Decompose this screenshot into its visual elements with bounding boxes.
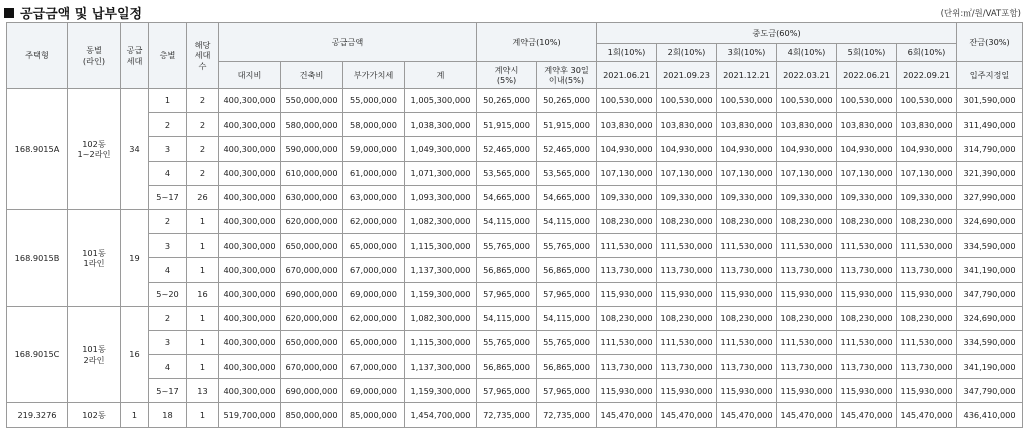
cell-interim-2: 113,730,000 [657, 355, 717, 379]
cell-interim-5: 100,530,000 [837, 89, 897, 113]
cell-interim-3: 109,330,000 [717, 185, 777, 209]
cell-vat: 55,000,000 [343, 89, 405, 113]
cell-total: 1,093,300,000 [405, 185, 477, 209]
table-row [7, 185, 1023, 209]
cell-vat: 67,000,000 [343, 258, 405, 282]
cell-vat: 65,000,000 [343, 330, 405, 354]
cell-interim-2: 108,230,000 [657, 209, 717, 233]
cell-interim-4: 109,330,000 [777, 185, 837, 209]
cell-interim-5: 145,470,000 [837, 403, 897, 427]
cell-interim-2: 115,930,000 [657, 282, 717, 306]
cell-total: 1,049,300,000 [405, 137, 477, 161]
cell-type: 168.9015C [7, 306, 68, 403]
header-dong-line: 동별 (라인) [68, 23, 121, 89]
header-interim-date-4: 2022.03.21 [777, 62, 837, 89]
cell-total: 1,115,300,000 [405, 234, 477, 258]
cell-interim-2: 113,730,000 [657, 258, 717, 282]
cell-interim-5: 108,230,000 [837, 209, 897, 233]
cell-floor: 18 [149, 403, 187, 427]
cell-deposit-at-contract: 56,865,000 [477, 355, 537, 379]
cell-interim-6: 115,930,000 [897, 282, 957, 306]
cell-interim-5: 115,930,000 [837, 379, 897, 403]
cell-deposit-at-contract: 55,765,000 [477, 234, 537, 258]
cell-floor: 1 [149, 89, 187, 113]
cell-unit-count: 26 [187, 185, 219, 209]
cell-interim-4: 145,470,000 [777, 403, 837, 427]
cell-deposit-at-contract: 54,115,000 [477, 306, 537, 330]
cell-interim-2: 104,930,000 [657, 137, 717, 161]
cell-floor: 4 [149, 161, 187, 185]
cell-interim-3: 111,530,000 [717, 234, 777, 258]
cell-floor: 5~20 [149, 282, 187, 306]
cell-deposit-after-30days: 55,765,000 [537, 330, 597, 354]
cell-total: 1,071,300,000 [405, 161, 477, 185]
cell-interim-5: 115,930,000 [837, 282, 897, 306]
cell-interim-3: 111,530,000 [717, 330, 777, 354]
cell-balance: 341,190,000 [957, 355, 1023, 379]
cell-interim-1: 108,230,000 [597, 209, 657, 233]
header-vat: 부가가치세 [343, 62, 405, 89]
title-row [0, 0, 1027, 22]
header-deposit-at-contract: 계약시 (5%) [477, 62, 537, 89]
cell-interim-1: 109,330,000 [597, 185, 657, 209]
cell-interim-2: 111,530,000 [657, 234, 717, 258]
header-interim-round-4: 4회(10%) [777, 44, 837, 62]
cell-interim-3: 100,530,000 [717, 89, 777, 113]
cell-interim-6: 111,530,000 [897, 234, 957, 258]
cell-interim-6: 113,730,000 [897, 355, 957, 379]
cell-type: 219.3276 [7, 403, 68, 427]
cell-floor: 5~17 [149, 185, 187, 209]
bullet-square-icon [4, 8, 14, 18]
cell-interim-1: 107,130,000 [597, 161, 657, 185]
table-row [7, 137, 1023, 161]
cell-floor: 2 [149, 306, 187, 330]
cell-land: 400,300,000 [219, 209, 281, 233]
cell-balance: 301,590,000 [957, 89, 1023, 113]
cell-interim-1: 145,470,000 [597, 403, 657, 427]
cell-unit-count: 1 [187, 234, 219, 258]
cell-deposit-after-30days: 57,965,000 [537, 379, 597, 403]
cell-deposit-at-contract: 50,265,000 [477, 89, 537, 113]
cell-balance: 436,410,000 [957, 403, 1023, 427]
cell-supply-units: 16 [121, 306, 149, 403]
cell-balance: 334,590,000 [957, 330, 1023, 354]
cell-interim-4: 111,530,000 [777, 330, 837, 354]
cell-land: 400,300,000 [219, 161, 281, 185]
cell-deposit-at-contract: 72,735,000 [477, 403, 537, 427]
cell-balance: 347,790,000 [957, 282, 1023, 306]
cell-land: 400,300,000 [219, 258, 281, 282]
cell-vat: 69,000,000 [343, 282, 405, 306]
cell-interim-6: 103,830,000 [897, 113, 957, 137]
price-schedule-table [6, 22, 1023, 428]
header-interim-date-2: 2021.09.23 [657, 62, 717, 89]
cell-balance: 324,690,000 [957, 209, 1023, 233]
cell-land: 400,300,000 [219, 89, 281, 113]
cell-balance: 334,590,000 [957, 234, 1023, 258]
cell-interim-3: 108,230,000 [717, 306, 777, 330]
cell-interim-4: 103,830,000 [777, 113, 837, 137]
cell-interim-2: 107,130,000 [657, 161, 717, 185]
cell-unit-count: 16 [187, 282, 219, 306]
cell-interim-5: 108,230,000 [837, 306, 897, 330]
cell-interim-3: 113,730,000 [717, 355, 777, 379]
cell-dong-line: 101동 1라인 [68, 209, 121, 306]
cell-floor: 4 [149, 355, 187, 379]
cell-interim-6: 108,230,000 [897, 209, 957, 233]
cell-total: 1,159,300,000 [405, 282, 477, 306]
cell-deposit-after-30days: 54,665,000 [537, 185, 597, 209]
cell-floor: 4 [149, 258, 187, 282]
cell-deposit-at-contract: 56,865,000 [477, 258, 537, 282]
cell-interim-3: 145,470,000 [717, 403, 777, 427]
header-balance: 잔금(30%) [957, 23, 1023, 62]
table-row [7, 330, 1023, 354]
cell-vat: 62,000,000 [343, 209, 405, 233]
cell-building: 670,000,000 [281, 355, 343, 379]
table-row [7, 258, 1023, 282]
cell-deposit-at-contract: 57,965,000 [477, 379, 537, 403]
cell-deposit-after-30days: 50,265,000 [537, 89, 597, 113]
cell-unit-count: 1 [187, 330, 219, 354]
cell-land: 400,300,000 [219, 137, 281, 161]
header-interim-round-6: 6회(10%) [897, 44, 957, 62]
cell-unit-count: 2 [187, 161, 219, 185]
cell-land: 400,300,000 [219, 355, 281, 379]
cell-interim-4: 100,530,000 [777, 89, 837, 113]
cell-total: 1,005,300,000 [405, 89, 477, 113]
cell-vat: 63,000,000 [343, 185, 405, 209]
cell-building: 690,000,000 [281, 379, 343, 403]
table-body [7, 89, 1023, 428]
table-row [7, 161, 1023, 185]
cell-total: 1,137,300,000 [405, 258, 477, 282]
cell-building: 650,000,000 [281, 330, 343, 354]
header-interim-round-3: 3회(10%) [717, 44, 777, 62]
cell-deposit-at-contract: 52,465,000 [477, 137, 537, 161]
header-total: 계 [405, 62, 477, 89]
cell-supply-units: 34 [121, 89, 149, 210]
cell-land: 400,300,000 [219, 379, 281, 403]
header-interim: 중도금(60%) [597, 23, 957, 44]
header-interim-date-1: 2021.06.21 [597, 62, 657, 89]
cell-vat: 61,000,000 [343, 161, 405, 185]
header-building: 건축비 [281, 62, 343, 89]
cell-interim-1: 113,730,000 [597, 258, 657, 282]
table-row [7, 282, 1023, 306]
cell-deposit-after-30days: 56,865,000 [537, 258, 597, 282]
cell-interim-1: 115,930,000 [597, 282, 657, 306]
cell-unit-count: 1 [187, 403, 219, 427]
header-land: 대지비 [219, 62, 281, 89]
cell-interim-2: 103,830,000 [657, 113, 717, 137]
cell-building: 550,000,000 [281, 89, 343, 113]
cell-deposit-after-30days: 51,915,000 [537, 113, 597, 137]
cell-total: 1,159,300,000 [405, 379, 477, 403]
cell-deposit-after-30days: 56,865,000 [537, 355, 597, 379]
cell-interim-5: 111,530,000 [837, 234, 897, 258]
cell-interim-5: 113,730,000 [837, 258, 897, 282]
cell-deposit-after-30days: 52,465,000 [537, 137, 597, 161]
cell-interim-6: 104,930,000 [897, 137, 957, 161]
cell-total: 1,082,300,000 [405, 306, 477, 330]
cell-interim-6: 109,330,000 [897, 185, 957, 209]
cell-dong-line: 101동 2라인 [68, 306, 121, 403]
cell-total: 1,038,300,000 [405, 113, 477, 137]
table-row [7, 379, 1023, 403]
cell-building: 590,000,000 [281, 137, 343, 161]
cell-interim-4: 104,930,000 [777, 137, 837, 161]
cell-deposit-at-contract: 53,565,000 [477, 161, 537, 185]
cell-balance: 341,190,000 [957, 258, 1023, 282]
title-text: 공급금액 및 납부일정 [20, 7, 143, 22]
cell-building: 850,000,000 [281, 403, 343, 427]
cell-interim-1: 103,830,000 [597, 113, 657, 137]
cell-building: 630,000,000 [281, 185, 343, 209]
cell-interim-4: 108,230,000 [777, 209, 837, 233]
cell-interim-6: 111,530,000 [897, 330, 957, 354]
header-interim-round-5: 5회(10%) [837, 44, 897, 62]
cell-deposit-after-30days: 54,115,000 [537, 306, 597, 330]
cell-deposit-at-contract: 54,665,000 [477, 185, 537, 209]
cell-land: 400,300,000 [219, 113, 281, 137]
cell-interim-2: 115,930,000 [657, 379, 717, 403]
cell-total: 1,454,700,000 [405, 403, 477, 427]
cell-interim-1: 108,230,000 [597, 306, 657, 330]
table-row [7, 234, 1023, 258]
cell-interim-4: 108,230,000 [777, 306, 837, 330]
cell-interim-4: 113,730,000 [777, 258, 837, 282]
cell-dong-line: 102동 [68, 403, 121, 427]
cell-interim-3: 115,930,000 [717, 379, 777, 403]
cell-balance: 311,490,000 [957, 113, 1023, 137]
cell-interim-6: 115,930,000 [897, 379, 957, 403]
cell-vat: 67,000,000 [343, 355, 405, 379]
cell-vat: 69,000,000 [343, 379, 405, 403]
header-supply-units: 공급 세대 [121, 23, 149, 89]
cell-unit-count: 1 [187, 258, 219, 282]
cell-interim-1: 104,930,000 [597, 137, 657, 161]
cell-unit-count: 2 [187, 89, 219, 113]
cell-vat: 62,000,000 [343, 306, 405, 330]
cell-total: 1,137,300,000 [405, 355, 477, 379]
cell-vat: 58,000,000 [343, 113, 405, 137]
cell-deposit-after-30days: 72,735,000 [537, 403, 597, 427]
cell-deposit-after-30days: 55,765,000 [537, 234, 597, 258]
cell-land: 400,300,000 [219, 282, 281, 306]
cell-building: 610,000,000 [281, 161, 343, 185]
cell-interim-5: 113,730,000 [837, 355, 897, 379]
unit-note: (단위:㎡/원/VAT포함) [940, 9, 1021, 19]
cell-vat: 85,000,000 [343, 403, 405, 427]
cell-interim-1: 111,530,000 [597, 330, 657, 354]
cell-building: 650,000,000 [281, 234, 343, 258]
cell-balance: 324,690,000 [957, 306, 1023, 330]
cell-vat: 59,000,000 [343, 137, 405, 161]
table-header [7, 23, 1023, 89]
header-interim-date-5: 2022.06.21 [837, 62, 897, 89]
cell-floor: 3 [149, 234, 187, 258]
cell-balance: 321,390,000 [957, 161, 1023, 185]
cell-land: 519,700,000 [219, 403, 281, 427]
table-row [7, 403, 1023, 427]
cell-interim-2: 100,530,000 [657, 89, 717, 113]
header-interim-date-6: 2022.09.21 [897, 62, 957, 89]
cell-land: 400,300,000 [219, 234, 281, 258]
cell-land: 400,300,000 [219, 185, 281, 209]
cell-interim-5: 107,130,000 [837, 161, 897, 185]
page-title [4, 3, 142, 22]
cell-floor: 5~17 [149, 379, 187, 403]
cell-interim-6: 107,130,000 [897, 161, 957, 185]
cell-deposit-at-contract: 57,965,000 [477, 282, 537, 306]
cell-interim-3: 113,730,000 [717, 258, 777, 282]
table-row [7, 355, 1023, 379]
cell-dong-line: 102동 1~2라인 [68, 89, 121, 210]
cell-interim-1: 100,530,000 [597, 89, 657, 113]
cell-interim-5: 111,530,000 [837, 330, 897, 354]
cell-interim-4: 115,930,000 [777, 379, 837, 403]
table-row [7, 113, 1023, 137]
cell-deposit-after-30days: 54,115,000 [537, 209, 597, 233]
cell-interim-3: 103,830,000 [717, 113, 777, 137]
cell-deposit-at-contract: 54,115,000 [477, 209, 537, 233]
header-type: 주택형 [7, 23, 68, 89]
cell-deposit-after-30days: 53,565,000 [537, 161, 597, 185]
cell-interim-1: 113,730,000 [597, 355, 657, 379]
cell-interim-4: 113,730,000 [777, 355, 837, 379]
cell-building: 670,000,000 [281, 258, 343, 282]
header-supply-price: 공급금액 [219, 23, 477, 62]
cell-interim-3: 104,930,000 [717, 137, 777, 161]
header-interim-round-1: 1회(10%) [597, 44, 657, 62]
cell-balance: 347,790,000 [957, 379, 1023, 403]
cell-building: 620,000,000 [281, 209, 343, 233]
cell-interim-3: 108,230,000 [717, 209, 777, 233]
cell-interim-3: 107,130,000 [717, 161, 777, 185]
cell-interim-6: 108,230,000 [897, 306, 957, 330]
table-row [7, 209, 1023, 233]
cell-floor: 3 [149, 330, 187, 354]
header-deposit-after-30days: 계약후 30일 이내(5%) [537, 62, 597, 89]
cell-interim-4: 111,530,000 [777, 234, 837, 258]
cell-building: 620,000,000 [281, 306, 343, 330]
cell-floor: 2 [149, 113, 187, 137]
cell-unit-count: 1 [187, 209, 219, 233]
cell-supply-units: 1 [121, 403, 149, 427]
cell-interim-1: 115,930,000 [597, 379, 657, 403]
cell-interim-2: 111,530,000 [657, 330, 717, 354]
cell-interim-6: 113,730,000 [897, 258, 957, 282]
cell-unit-count: 13 [187, 379, 219, 403]
cell-supply-units: 19 [121, 209, 149, 306]
cell-deposit-after-30days: 57,965,000 [537, 282, 597, 306]
cell-vat: 65,000,000 [343, 234, 405, 258]
cell-land: 400,300,000 [219, 330, 281, 354]
header-unit-count: 해당 세대 수 [187, 23, 219, 89]
cell-interim-2: 108,230,000 [657, 306, 717, 330]
cell-building: 580,000,000 [281, 113, 343, 137]
header-floor: 층별 [149, 23, 187, 89]
cell-interim-3: 115,930,000 [717, 282, 777, 306]
cell-unit-count: 2 [187, 113, 219, 137]
cell-unit-count: 1 [187, 306, 219, 330]
cell-deposit-at-contract: 55,765,000 [477, 330, 537, 354]
cell-type: 168.9015B [7, 209, 68, 306]
cell-interim-4: 115,930,000 [777, 282, 837, 306]
cell-interim-4: 107,130,000 [777, 161, 837, 185]
cell-building: 690,000,000 [281, 282, 343, 306]
cell-interim-6: 100,530,000 [897, 89, 957, 113]
header-deposit: 계약금(10%) [477, 23, 597, 62]
cell-balance: 327,990,000 [957, 185, 1023, 209]
cell-total: 1,115,300,000 [405, 330, 477, 354]
cell-unit-count: 2 [187, 137, 219, 161]
cell-interim-5: 103,830,000 [837, 113, 897, 137]
cell-type: 168.9015A [7, 89, 68, 210]
cell-floor: 3 [149, 137, 187, 161]
cell-land: 400,300,000 [219, 306, 281, 330]
cell-interim-5: 104,930,000 [837, 137, 897, 161]
cell-interim-2: 109,330,000 [657, 185, 717, 209]
cell-unit-count: 1 [187, 355, 219, 379]
header-interim-date-3: 2021.12.21 [717, 62, 777, 89]
cell-total: 1,082,300,000 [405, 209, 477, 233]
table-row [7, 306, 1023, 330]
table-row [7, 89, 1023, 113]
cell-interim-2: 145,470,000 [657, 403, 717, 427]
header-balance-date: 입주지정일 [957, 62, 1023, 89]
cell-deposit-at-contract: 51,915,000 [477, 113, 537, 137]
cell-interim-1: 111,530,000 [597, 234, 657, 258]
header-interim-round-2: 2회(10%) [657, 44, 717, 62]
cell-interim-6: 145,470,000 [897, 403, 957, 427]
cell-floor: 2 [149, 209, 187, 233]
cell-interim-5: 109,330,000 [837, 185, 897, 209]
cell-balance: 314,790,000 [957, 137, 1023, 161]
